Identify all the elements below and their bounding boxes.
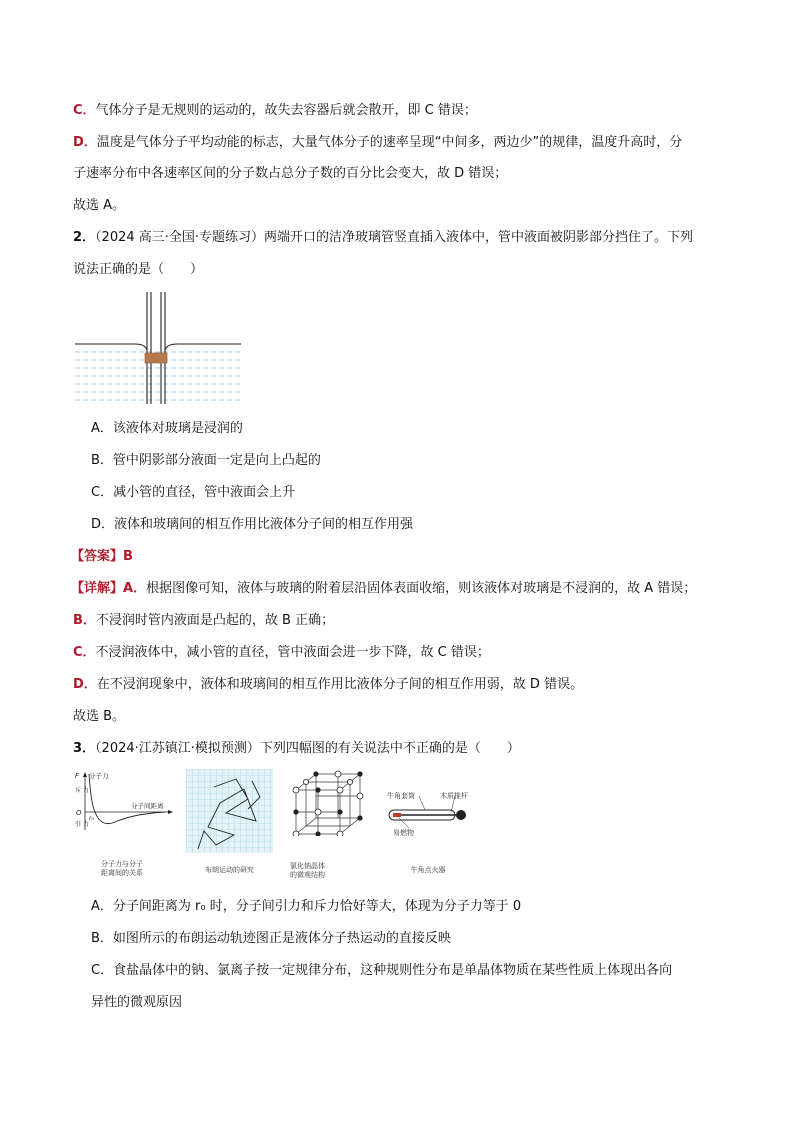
q3-fig3-caption: 氯化钠晶体 的微观结构 [290,862,325,879]
q3-fig1-force-graph [75,770,175,832]
fig1-f-label: F [75,772,80,780]
fig4-fuel-label: 易燃物 [393,829,414,837]
fig1-repulsion-label: 斥 力 [75,787,89,794]
q3-stem: 3．（2024·江苏镇江·模拟预测）下列四幅图的有关说法中不正确的是（ ） [73,741,520,756]
q2-stem-line1: 2．（2024 高三·全国·专题练习）两端开口的洁净玻璃管竖直插入液体中，管中液面被阴影部分挡住了。下列 [73,230,694,245]
q2-figure-tube [73,292,243,404]
prev-option-c: C．气体分子是无规则的运动的，故失去容器后就会散开，即 C 错误； [73,103,477,118]
q3-fig2-caption: 布朗运动的研究 [205,866,254,874]
fig1-force-axis-label: 分子力 [89,772,109,780]
q2-detail-b: B．不浸润时管内液面是凸起的，故 B 正确； [73,613,335,628]
q2-option-b: B．管中阴影部分液面一定是向上凸起的 [91,453,321,468]
q2-choose: 故选 B。 [73,709,126,724]
prev-choose: 故选 A。 [73,198,126,213]
q3-option-b: B．如图所示的布朗运动轨迹图正是液体分子热运动的直接反映 [91,931,451,946]
q3-fig4-caption: 牛角点火器 [410,866,446,874]
prev-option-d-line1: D．温度是气体分子平均动能的标志，大量气体分子的速率呈现“中间多，两边少”的规律，温度升高时，分 [73,135,683,150]
q2-detail-c: C．不浸润液体中，减小管的直径，管中液面会进一步下降，故 C 错误； [73,645,490,660]
fig1-o-label: O [76,809,82,817]
q3-option-a: A．分子间距离为 r₀ 时，分子间引力和斥力恰好等大，体现为分子力等于 0 [91,899,522,914]
q3-fig1-caption: 分子力与分子 距离间的关系 [101,860,143,877]
fig1-r0-label: r₀ [89,815,94,822]
q3-option-c-cont: 异性的微观原因 [91,995,183,1010]
q2-answer: 【答案】B [71,549,133,564]
q3-fig2-brownian-grid [186,769,273,853]
q2-stem-line2: 说法正确的是（ ） [73,262,204,277]
prev-option-d-line2: 子速率分布中各速率区间的分子数占总分子数的百分比会变大，故 D 错误； [73,166,508,181]
q2-option-d: D．液体和玻璃间的相互作用比液体分子间的相互作用强 [91,517,414,532]
q2-option-c: C．减小管的直径，管中液面会上升 [91,485,296,500]
q2-option-a: A．该液体对玻璃是浸润的 [91,421,243,436]
q2-detail-d: D．在不浸润现象中，液体和玻璃间的相互作用比液体分子间的相互作用弱，故 D 错误。 [73,677,584,692]
q3-fig3-nacl-lattice [290,770,370,836]
fig4-rod-label: 木质推杆 [440,792,468,800]
fig1-attraction-label: 引 力 [75,821,89,828]
fig4-sleeve-label: 牛角套筒 [387,792,415,800]
fig1-distance-axis-label: 分子间距离 [131,802,164,810]
q2-detail-a: 【详解】A．根据图像可知，液体与玻璃的附着层沿固体表面收缩，则该液体对玻璃是不浸润的，故 A 错误； [71,581,697,596]
q3-option-c: C．食盐晶体中的钠、氯离子按一定规律分布，这种规则性分布是单晶体物质在某些性质上体现出各向 [91,963,673,978]
